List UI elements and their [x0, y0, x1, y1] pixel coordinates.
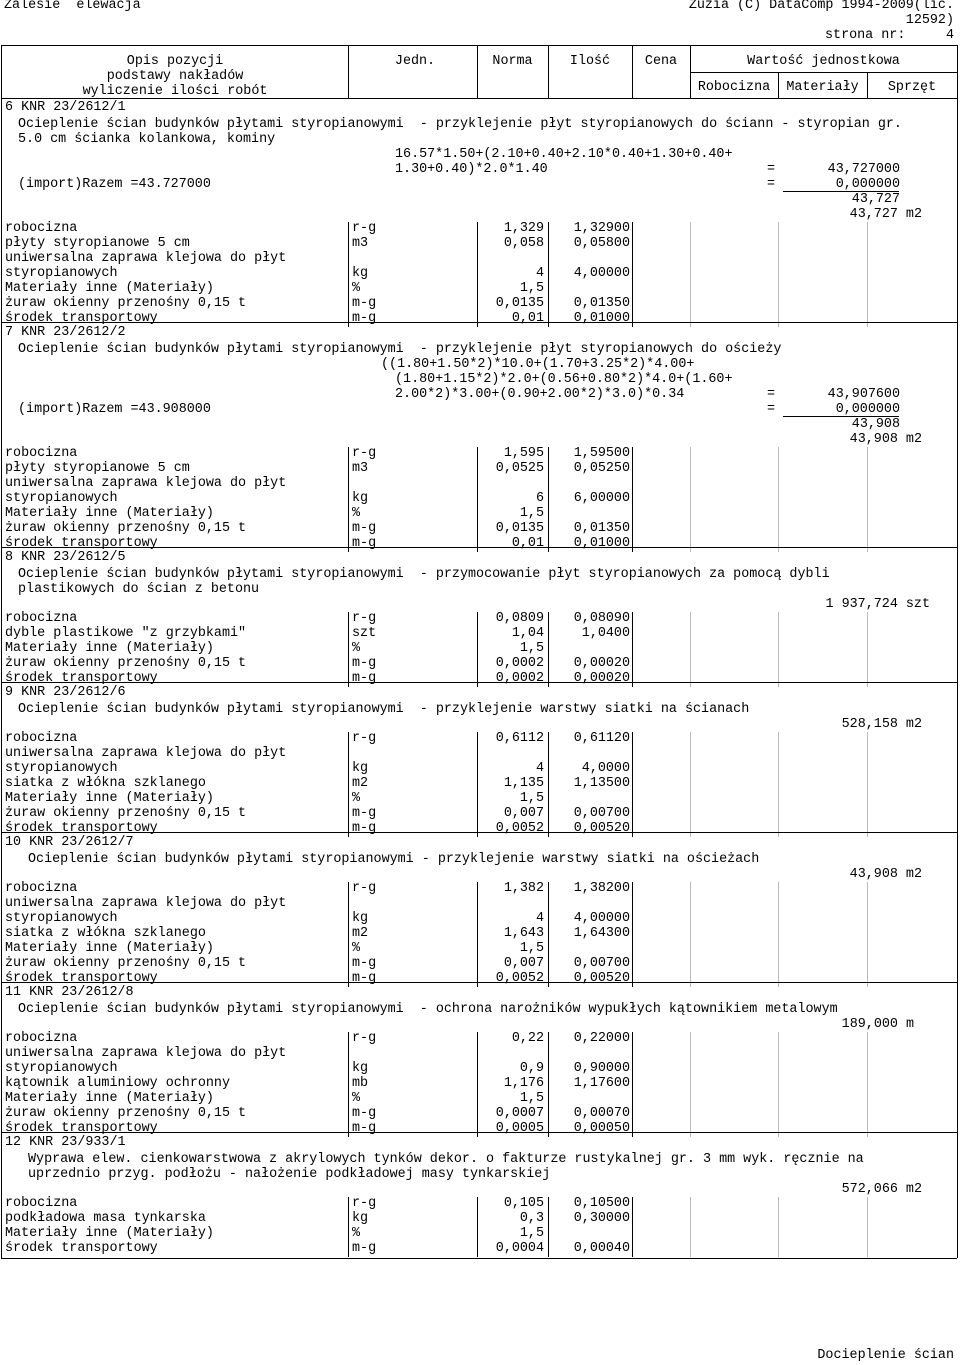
table-bottom-border [1, 1258, 957, 1259]
col-divider [778, 1032, 779, 1137]
col-divider [867, 1032, 868, 1137]
col-divider [867, 222, 868, 327]
resource-unit: m-g [352, 956, 377, 971]
resource-unit: kg [352, 1211, 369, 1226]
position-8-header: 8 KNR 23/2612/5 [5, 550, 126, 565]
resource-name: uniwersalna zaprawa klejowa do płyt [5, 1046, 287, 1061]
resource-name: robocizna [5, 881, 78, 896]
resource-quantity: 0,00020 [573, 656, 630, 671]
col-wartosc: Wartość jednostkowa [747, 54, 900, 69]
resource-name: podkładowa masa tynkarska [5, 1211, 206, 1226]
col-opis-1: Opis pozycji [126, 54, 224, 69]
resource-unit: r-g [352, 731, 377, 746]
resource-name: Materiały inne (Materiały) [5, 791, 214, 806]
resource-norma: 0,105 [503, 1196, 544, 1211]
resource-name: robocizna [5, 1031, 78, 1046]
col-divider [690, 1197, 691, 1257]
resource-name: styropianowych [5, 266, 118, 281]
resource-name: środek transportowy [5, 1241, 158, 1256]
resource-name: żuraw okienny przenośny 0,15 t [5, 296, 247, 311]
resource-unit: % [352, 1091, 361, 1106]
position-9-header: 9 KNR 23/2612/6 [5, 685, 126, 700]
resource-quantity: 0,01350 [573, 521, 630, 536]
position-7-formula-value: 43,907600 [827, 387, 900, 402]
position-7-import-total: (import)Razem =43.908000 [18, 402, 211, 417]
resource-unit: % [352, 1226, 361, 1241]
position-6-import-total: (import)Razem =43.727000 [18, 177, 211, 192]
resource-name: Materiały inne (Materiały) [5, 941, 214, 956]
resource-unit: kg [352, 761, 369, 776]
col-robocizna: Robocizna [697, 80, 771, 95]
resource-unit: m-g [352, 806, 377, 821]
position-10-description: Ocieplenie ścian budynków płytami styropianowymi - przyklejenie warstwy siatki na ościeżach [28, 852, 760, 867]
resource-norma: 0,0135 [495, 296, 544, 311]
resource-name: robocizna [5, 1196, 78, 1211]
resource-norma: 1,5 [519, 506, 544, 521]
position-6-formula-cont: 1.30+0.40)*2.0*1.40 [395, 162, 548, 177]
col-divider [867, 447, 868, 552]
resource-norma: 1,135 [503, 776, 544, 791]
resource-unit: m-g [352, 656, 377, 671]
resource-name: uniwersalna zaprawa klejowa do płyt [5, 251, 287, 266]
col-divider [690, 447, 691, 552]
resource-name: siatka z włókna szklanego [5, 776, 206, 791]
col-divider [348, 1032, 349, 1137]
position-6-sum: 43,727 [851, 192, 900, 207]
resource-name: płyty styropianowe 5 cm [5, 236, 190, 251]
col-divider [867, 882, 868, 987]
col-divider [778, 612, 779, 687]
position-separator [1, 832, 957, 833]
resource-quantity: 0,00700 [573, 806, 630, 821]
position-10-total: 43,908 m2 [849, 867, 922, 882]
resource-norma: 0,0007 [495, 1106, 544, 1121]
col-divider [348, 732, 349, 837]
position-6-formula-value: 43,727000 [827, 162, 900, 177]
col-divider [867, 612, 868, 687]
resource-quantity: 1,38200 [573, 881, 630, 896]
position-11-header: 11 KNR 23/2612/8 [5, 985, 134, 1000]
resource-name: robocizna [5, 611, 78, 626]
position-12-description-cont: uprzednio przyg. podłożu - nałożenie podkładowej masy tynkarskiej [28, 1167, 551, 1182]
position-6-total: 43,727 m2 [849, 207, 922, 222]
resource-quantity: 1,59500 [573, 446, 630, 461]
position-separator [1, 682, 957, 683]
position-7-formula: ((1.80+1.50*2)*10.0+(1.70+3.25*2)*4.00+ [381, 357, 695, 372]
resource-quantity: 0,00050 [573, 1121, 630, 1136]
resource-quantity: 4,0000 [581, 761, 630, 776]
resource-unit: % [352, 941, 361, 956]
position-7-import-value: 0,000000 [835, 402, 900, 417]
position-7-formula-cont: (1.80+1.15*2)*2.0+(0.56+0.80*2)*4.0+(1.60+ [395, 372, 733, 387]
resource-unit: % [352, 506, 361, 521]
resource-norma: 0,0002 [495, 656, 544, 671]
col-divider [690, 612, 691, 687]
resource-name: środek transportowy [5, 671, 158, 686]
resource-quantity: 6,00000 [573, 491, 630, 506]
resource-norma: 0,0525 [495, 461, 544, 476]
resource-norma: 0,6112 [495, 731, 544, 746]
col-divider [548, 45, 549, 98]
resource-norma: 0,0052 [495, 821, 544, 836]
position-separator [1, 547, 957, 548]
col-divider [690, 882, 691, 987]
resource-name: robocizna [5, 731, 78, 746]
equals-sign: = [767, 402, 776, 417]
col-divider [867, 732, 868, 837]
resource-name: żuraw okienny przenośny 0,15 t [5, 656, 247, 671]
resource-quantity: 0,61120 [573, 731, 630, 746]
resource-unit: kg [352, 266, 369, 281]
resource-norma: 1,04 [511, 626, 544, 641]
col-divider [632, 612, 633, 687]
resource-norma: 1,5 [519, 941, 544, 956]
resource-quantity: 0,08090 [573, 611, 630, 626]
col-divider [632, 1197, 633, 1257]
resource-norma: 1,643 [503, 926, 544, 941]
resource-norma: 1,176 [503, 1076, 544, 1091]
resource-name: robocizna [5, 221, 78, 236]
resource-unit: mb [352, 1076, 369, 1091]
col-norma: Norma [492, 54, 533, 69]
resource-norma: 0,007 [503, 806, 544, 821]
resource-quantity: 0,01000 [573, 536, 630, 551]
resource-quantity: 0,00520 [573, 971, 630, 986]
resource-quantity: 1,13500 [573, 776, 630, 791]
position-11-description: Ocieplenie ścian budynków płytami styropianowymi - ochrona narożników wypukłych kątownikiem metalowym [18, 1002, 838, 1017]
resource-name: Materiały inne (Materiały) [5, 641, 214, 656]
resource-norma: 1,5 [519, 1091, 544, 1106]
resource-unit: kg [352, 911, 369, 926]
col-divider [632, 222, 633, 327]
resource-norma: 1,5 [519, 281, 544, 296]
resource-quantity: 0,01350 [573, 296, 630, 311]
resource-unit: m-g [352, 521, 377, 536]
resource-quantity: 0,90000 [573, 1061, 630, 1076]
resource-quantity: 0,00020 [573, 671, 630, 686]
position-separator [1, 322, 957, 323]
position-12-total: 572,066 m2 [841, 1182, 922, 1197]
resource-unit: r-g [352, 881, 377, 896]
resource-name: styropianowych [5, 761, 118, 776]
equals-sign: = [767, 177, 776, 192]
resource-name: Materiały inne (Materiały) [5, 506, 214, 521]
col-divider [632, 447, 633, 552]
resource-norma: 4 [535, 266, 544, 281]
resource-name: środek transportowy [5, 1121, 158, 1136]
license-number: 12592) [905, 13, 954, 28]
col-divider [690, 732, 691, 837]
resource-unit: kg [352, 491, 369, 506]
col-divider [632, 732, 633, 837]
position-8-description: Ocieplenie ścian budynków płytami styropianowymi - przymocowanie płyt styropianowych za pomocą dybli [18, 567, 830, 582]
col-divider [778, 222, 779, 327]
resource-name: siatka z włókna szklanego [5, 926, 206, 941]
resource-name: środek transportowy [5, 971, 158, 986]
col-divider [477, 45, 478, 98]
col-divider [348, 222, 349, 327]
resource-name: uniwersalna zaprawa klejowa do płyt [5, 746, 287, 761]
position-11-total: 189,000 m [841, 1017, 914, 1032]
resource-norma: 1,5 [519, 791, 544, 806]
col-divider [690, 72, 957, 73]
resource-name: żuraw okienny przenośny 0,15 t [5, 521, 247, 536]
software-credit: Zuzia (C) DataComp 1994-2009(lic. [688, 0, 954, 13]
resource-quantity: 1,32900 [573, 221, 630, 236]
resource-norma: 1,595 [503, 446, 544, 461]
position-6-formula: 16.57*1.50+(2.10+0.40+2.10*0.40+1.30+0.40+ [395, 147, 733, 162]
resource-unit: r-g [352, 611, 377, 626]
position-6-header: 6 KNR 23/2612/1 [5, 100, 126, 115]
position-6-description-cont: 5.0 cm ścianka kolankowa, kominy [18, 132, 276, 147]
position-7-formula-cont2: 2.00*2)*3.00+(0.90+2.00*2)*3.0)*0.34 [395, 387, 685, 402]
resource-quantity: 0,22000 [573, 1031, 630, 1046]
col-sprzet: Sprzęt [887, 80, 937, 95]
resource-name: Materiały inne (Materiały) [5, 1091, 214, 1106]
resource-name: Materiały inne (Materiały) [5, 281, 214, 296]
col-divider [632, 1032, 633, 1137]
page-number: 4 [945, 28, 954, 43]
resource-name: środek transportowy [5, 536, 158, 551]
resource-unit: r-g [352, 446, 377, 461]
resource-name: styropianowych [5, 911, 118, 926]
resource-unit: m3 [352, 236, 369, 251]
resource-norma: 1,329 [503, 221, 544, 236]
resource-norma: 0,01 [511, 311, 544, 326]
col-divider [632, 45, 633, 98]
col-divider [348, 45, 349, 98]
resource-name: środek transportowy [5, 311, 158, 326]
resource-norma: 1,5 [519, 641, 544, 656]
resource-norma: 0,0005 [495, 1121, 544, 1136]
resource-norma: 0,3 [519, 1211, 544, 1226]
table-left-border [1, 45, 2, 1258]
resource-unit: m-g [352, 671, 377, 686]
resource-norma: 6 [535, 491, 544, 506]
col-ilosc: Ilość [569, 54, 611, 69]
col-divider [778, 882, 779, 987]
resource-unit: m-g [352, 1106, 377, 1121]
resource-quantity: 0,00700 [573, 956, 630, 971]
resource-quantity: 0,30000 [573, 1211, 630, 1226]
position-7-total: 43,908 m2 [849, 432, 922, 447]
table-right-border [957, 45, 958, 1258]
col-divider [778, 447, 779, 552]
resource-norma: 1,5 [519, 1226, 544, 1241]
resource-name: żuraw okienny przenośny 0,15 t [5, 956, 247, 971]
resource-name: środek transportowy [5, 821, 158, 836]
position-12-description: Wyprawa elew. cienkowarstwowa z akrylowych tynków dekor. o fakturze rustykalnej gr. 3 mm wyk. ręcznie na [28, 1152, 864, 1167]
resource-quantity: 4,00000 [573, 911, 630, 926]
resource-name: uniwersalna zaprawa klejowa do płyt [5, 476, 287, 491]
resource-unit: % [352, 641, 361, 656]
resource-norma: 0,22 [511, 1031, 544, 1046]
col-divider [348, 612, 349, 687]
col-jedn: Jedn. [394, 54, 436, 69]
position-12-header: 12 KNR 23/933/1 [5, 1135, 126, 1150]
col-divider [778, 732, 779, 837]
resource-quantity: 0,01000 [573, 311, 630, 326]
resource-unit: m-g [352, 821, 377, 836]
resource-quantity: 4,00000 [573, 266, 630, 281]
resource-unit: szt [352, 626, 377, 641]
resource-norma: 0,01 [511, 536, 544, 551]
resource-name: uniwersalna zaprawa klejowa do płyt [5, 896, 287, 911]
resource-norma: 1,382 [503, 881, 544, 896]
resource-quantity: 0,00040 [573, 1241, 630, 1256]
resource-name: Materiały inne (Materiały) [5, 1226, 214, 1241]
col-divider [778, 1197, 779, 1257]
resource-norma: 4 [535, 761, 544, 776]
position-7-header: 7 KNR 23/2612/2 [5, 325, 126, 340]
col-materialy: Materiały [786, 80, 859, 95]
resource-quantity: 0,00520 [573, 821, 630, 836]
position-10-header: 10 KNR 23/2612/7 [5, 835, 134, 850]
equals-sign: = [767, 162, 776, 177]
position-9-total: 528,158 m2 [841, 717, 922, 732]
resource-quantity: 1,17600 [573, 1076, 630, 1091]
col-divider [867, 1197, 868, 1257]
resource-name: robocizna [5, 446, 78, 461]
position-7-description: Ocieplenie ścian budynków płytami styropianowymi - przyklejenie płyt styropianowych do ościeży [18, 342, 782, 357]
resource-quantity: 1,0400 [581, 626, 630, 641]
resource-norma: 0,007 [503, 956, 544, 971]
resource-unit: r-g [352, 1031, 377, 1046]
table-top-border [1, 45, 957, 46]
col-divider [690, 222, 691, 327]
resource-unit: % [352, 791, 361, 806]
resource-quantity: 0,10500 [573, 1196, 630, 1211]
position-separator [1, 982, 957, 983]
resource-unit: m3 [352, 461, 369, 476]
resource-name: żuraw okienny przenośny 0,15 t [5, 806, 247, 821]
col-cena: Cena [644, 54, 678, 69]
resource-quantity: 0,05800 [573, 236, 630, 251]
position-8-total: 1 937,724 szt [825, 597, 930, 612]
col-opis-2: podstawy nakładów [106, 69, 244, 84]
col-divider [348, 882, 349, 987]
col-divider [690, 1032, 691, 1137]
position-9-description: Ocieplenie ścian budynków płytami styropianowymi - przyklejenie warstwy siatki na ścianach [18, 702, 750, 717]
resource-unit: m-g [352, 1121, 377, 1136]
col-divider [348, 1197, 349, 1257]
resource-norma: 0,0004 [495, 1241, 544, 1256]
resource-unit: m-g [352, 536, 377, 551]
resource-name: styropianowych [5, 1061, 118, 1076]
page-label: strona nr: [825, 28, 906, 43]
resource-norma: 0,0809 [495, 611, 544, 626]
resource-quantity: 0,00070 [573, 1106, 630, 1121]
resource-unit: kg [352, 1061, 369, 1076]
resource-name: żuraw okienny przenośny 0,15 t [5, 1106, 247, 1121]
resource-unit: m2 [352, 926, 369, 941]
resource-name: kątownik aluminiowy ochronny [5, 1076, 230, 1091]
position-7-sum: 43,908 [851, 417, 900, 432]
resource-name: dyble plastikowe "z grzybkami" [5, 626, 247, 641]
resource-unit: r-g [352, 221, 377, 236]
resource-unit: m-g [352, 1241, 377, 1256]
resource-unit: m-g [352, 296, 377, 311]
resource-quantity: 0,05250 [573, 461, 630, 476]
resource-unit: m-g [352, 311, 377, 326]
col-divider [348, 447, 349, 552]
resource-name: płyty styropianowe 5 cm [5, 461, 190, 476]
resource-norma: 0,0052 [495, 971, 544, 986]
col-opis-3: wyliczenie ilości robót [82, 84, 268, 99]
resource-norma: 4 [535, 911, 544, 926]
resource-norma: 0,058 [503, 236, 544, 251]
report-title: Zalesie elewacja [4, 0, 141, 13]
resource-name: styropianowych [5, 491, 118, 506]
resource-unit: m-g [352, 971, 377, 986]
position-separator [1, 1132, 957, 1133]
resource-unit: m2 [352, 776, 369, 791]
col-divider [632, 882, 633, 987]
position-6-description: Ocieplenie ścian budynków płytami styropianowymi - przyklejenie płyt styropianowych do ściann - styropian gr. [18, 117, 902, 132]
equals-sign: = [767, 387, 776, 402]
resource-quantity: 1,64300 [573, 926, 630, 941]
resource-unit: % [352, 281, 361, 296]
footer-title: Docieplenie ścian [817, 1348, 954, 1363]
resource-norma: 0,0002 [495, 671, 544, 686]
resource-norma: 0,9 [519, 1061, 544, 1076]
position-6-import-value: 0,000000 [835, 177, 900, 192]
resource-norma: 0,0135 [495, 521, 544, 536]
resource-unit: r-g [352, 1196, 377, 1211]
position-8-description-cont: plastikowych do ścian z betonu [18, 582, 260, 597]
